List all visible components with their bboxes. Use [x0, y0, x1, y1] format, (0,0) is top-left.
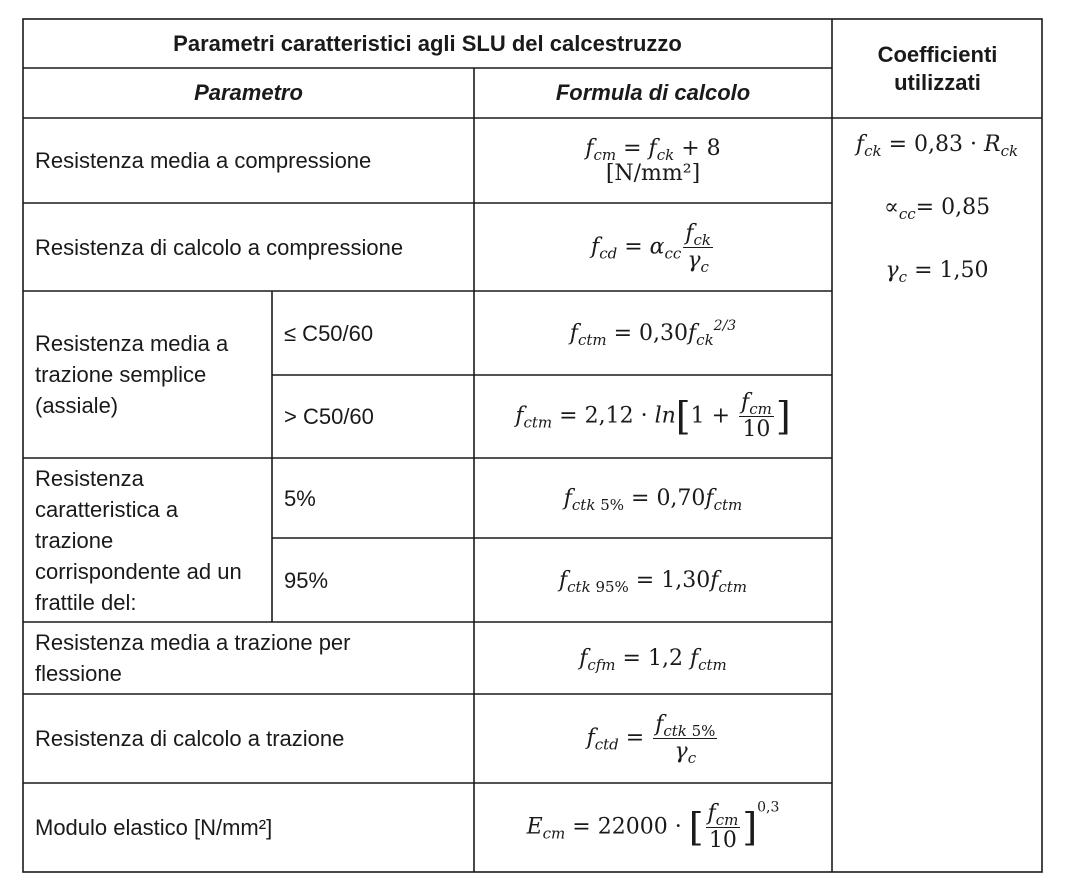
formula-fcfm: [474, 622, 832, 694]
col-param-text: Parametro: [194, 80, 303, 105]
formula-ecm-expr: $E_{cm} = 22000$ · [ $\frac{f_{cm}}{10}$ ]$^{0,3}$: [526, 799, 780, 853]
formula-fcd: [474, 203, 832, 291]
column-header-formula: [474, 68, 832, 118]
formula-ecm: [474, 783, 832, 872]
subrow-label-high: [272, 375, 474, 458]
row-label-fctm: [23, 291, 272, 458]
subrow-label-5: [272, 458, 474, 538]
subrow-label-low: [272, 291, 474, 375]
formula-fctm-low: [474, 291, 832, 375]
formula-fctm-low-expr: $f_{ctm} = 0,30f_{ck}^{2/3}$: [569, 317, 737, 349]
coeff-title-text: Coefficienti utilizzati: [877, 41, 998, 95]
coefficient-acc: $\propto_{cc}= 0,85$: [883, 195, 991, 223]
table-group-title: [23, 19, 832, 68]
row-label-fcd: [23, 203, 474, 291]
formula-fctm-high: [474, 375, 832, 458]
row-label-text: Resistenza media a compressione: [35, 148, 372, 173]
formula-fctd-expr: $f_{ctd}$ = $\frac{f_{ctk 5\%}}{\gamma_c}$: [586, 712, 716, 767]
subrow-label-text: 95%: [284, 567, 329, 593]
row-label-text: Modulo elastico [N/mm²]: [35, 815, 273, 840]
row-label-fctd: [23, 694, 474, 783]
row-label-fcfm: [23, 622, 474, 694]
column-header-parametro: [23, 68, 474, 118]
formula-fctd: [474, 694, 832, 783]
formula-fctk95: [474, 538, 832, 622]
formula-fcm-expr: $f_{cm} = f_{ck} + 8$: [585, 135, 721, 164]
col-formula-text: Formula di calcolo: [555, 80, 751, 105]
group-title-text: Parametri caratteristici agli SLU del calcestruzzo: [173, 30, 682, 56]
coefficients-cell: [832, 118, 1042, 872]
subrow-label-95: [272, 538, 474, 622]
formula-fctm-high-expr: $f_{ctm} = 2,12 \cdot \ln[1$ + $\frac{f_{cm}}{10}$ ]: [515, 390, 791, 442]
subrow-label-text: > C50/60: [284, 404, 374, 429]
row-label-ecm: [23, 783, 474, 872]
subrow-label-text: 5%: [284, 485, 316, 511]
formula-fctk5-expr: $f_{ctk 5\%} = 0,70f_{ctm}$: [563, 485, 743, 514]
formula-fcm: [474, 118, 832, 203]
row-label-fcm: [23, 118, 474, 203]
row-label-text: Resistenza caratteristica a trazione corrispondente ad un frattile del:: [35, 465, 242, 615]
row-label-text: Resistenza media a trazione per flessione: [35, 630, 351, 686]
coefficients-header: [860, 19, 1015, 118]
formula-fcfm-expr: $f_{cfm} = 1,2$ $f_{ctm}$: [579, 645, 727, 674]
row-label-text: Resistenza di calcolo a compressione: [35, 234, 404, 260]
row-label-text: Resistenza media a trazione semplice (assiale): [35, 331, 229, 418]
formula-fctk95-expr: $f_{ctk 95\%} = 1,30f_{ctm}$: [558, 567, 748, 596]
coefficient-fck: $f_{ck} = 0,83 \cdot R_{ck}$: [855, 132, 1019, 160]
coefficient-gc: $\gamma_c = 1,50$: [885, 258, 989, 286]
formula-fcd-expr: $f_{cd} = \alpha_{cc}$ $\frac{f_{ck}}{\gamma_c}$: [591, 220, 711, 276]
row-label-text: Resistenza di calcolo a trazione: [35, 726, 345, 751]
subrow-label-text: ≤ C50/60: [284, 320, 374, 346]
formula-fcm-unit: [N/mm²]: [605, 160, 701, 186]
formula-fctk5: [474, 458, 832, 538]
row-label-fctk: [23, 458, 272, 622]
